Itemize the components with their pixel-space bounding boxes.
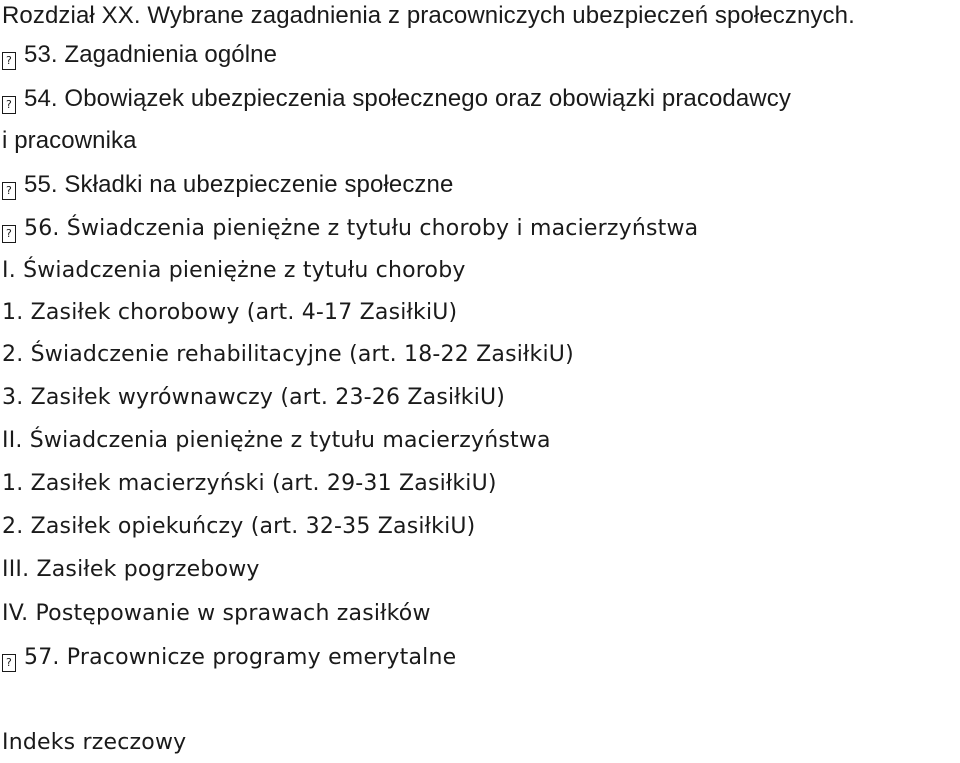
toc-section-I: I. Świadczenia pieniężne z tytułu choroby [2,258,466,283]
missing-glyph-icon: ? [2,52,16,70]
toc-item: 2. Świadczenie rehabilitacyjne (art. 18-22 ZasiłkiU) [2,342,574,367]
toc-section-III: III. Zasiłek pogrzebowy [2,557,260,582]
missing-glyph-icon: ? [2,96,16,114]
toc-entry-53: ? 53. Zagadnienia ogólne [2,40,277,70]
toc-entry-55: ? 55. Składki na ubezpieczenie społeczne [2,170,453,200]
toc-item: 1. Zasiłek macierzyński (art. 29-31 ZasiłkiU) [2,471,497,496]
toc-item: 2. Zasiłek opiekuńczy (art. 32-35 ZasiłkiU) [2,514,476,539]
toc-item: 1. Zasiłek chorobowy (art. 4-17 ZasiłkiU) [2,300,458,325]
missing-glyph-icon: ? [2,654,16,672]
toc-section-II: II. Świadczenia pieniężne z tytułu macierzyństwa [2,428,551,453]
missing-glyph-icon: ? [2,182,16,200]
missing-glyph-icon: ? [2,225,16,243]
toc-entry-56: ? 56. Świadczenia pieniężne z tytułu choroby i macierzyństwa [2,214,698,244]
chapter-title: Rozdział XX. Wybrane zagadnienia z pracowniczych ubezpieczeń społecznych. [2,2,855,29]
toc-item: 3. Zasiłek wyrównawczy (art. 23-26 ZasiłkiU) [2,385,506,410]
toc-section-IV: IV. Postępowanie w sprawach zasiłków [2,601,431,626]
toc-entry-54: ? 54. Obowiązek ubezpieczenia społecznego oraz obowiązki pracodawcy [2,84,791,114]
toc-entry-57: ? 57. Pracownicze programy emerytalne [2,643,456,673]
index-entry: Indeks rzeczowy [2,730,187,755]
toc-entry-54-continuation: i pracownika [2,127,137,154]
